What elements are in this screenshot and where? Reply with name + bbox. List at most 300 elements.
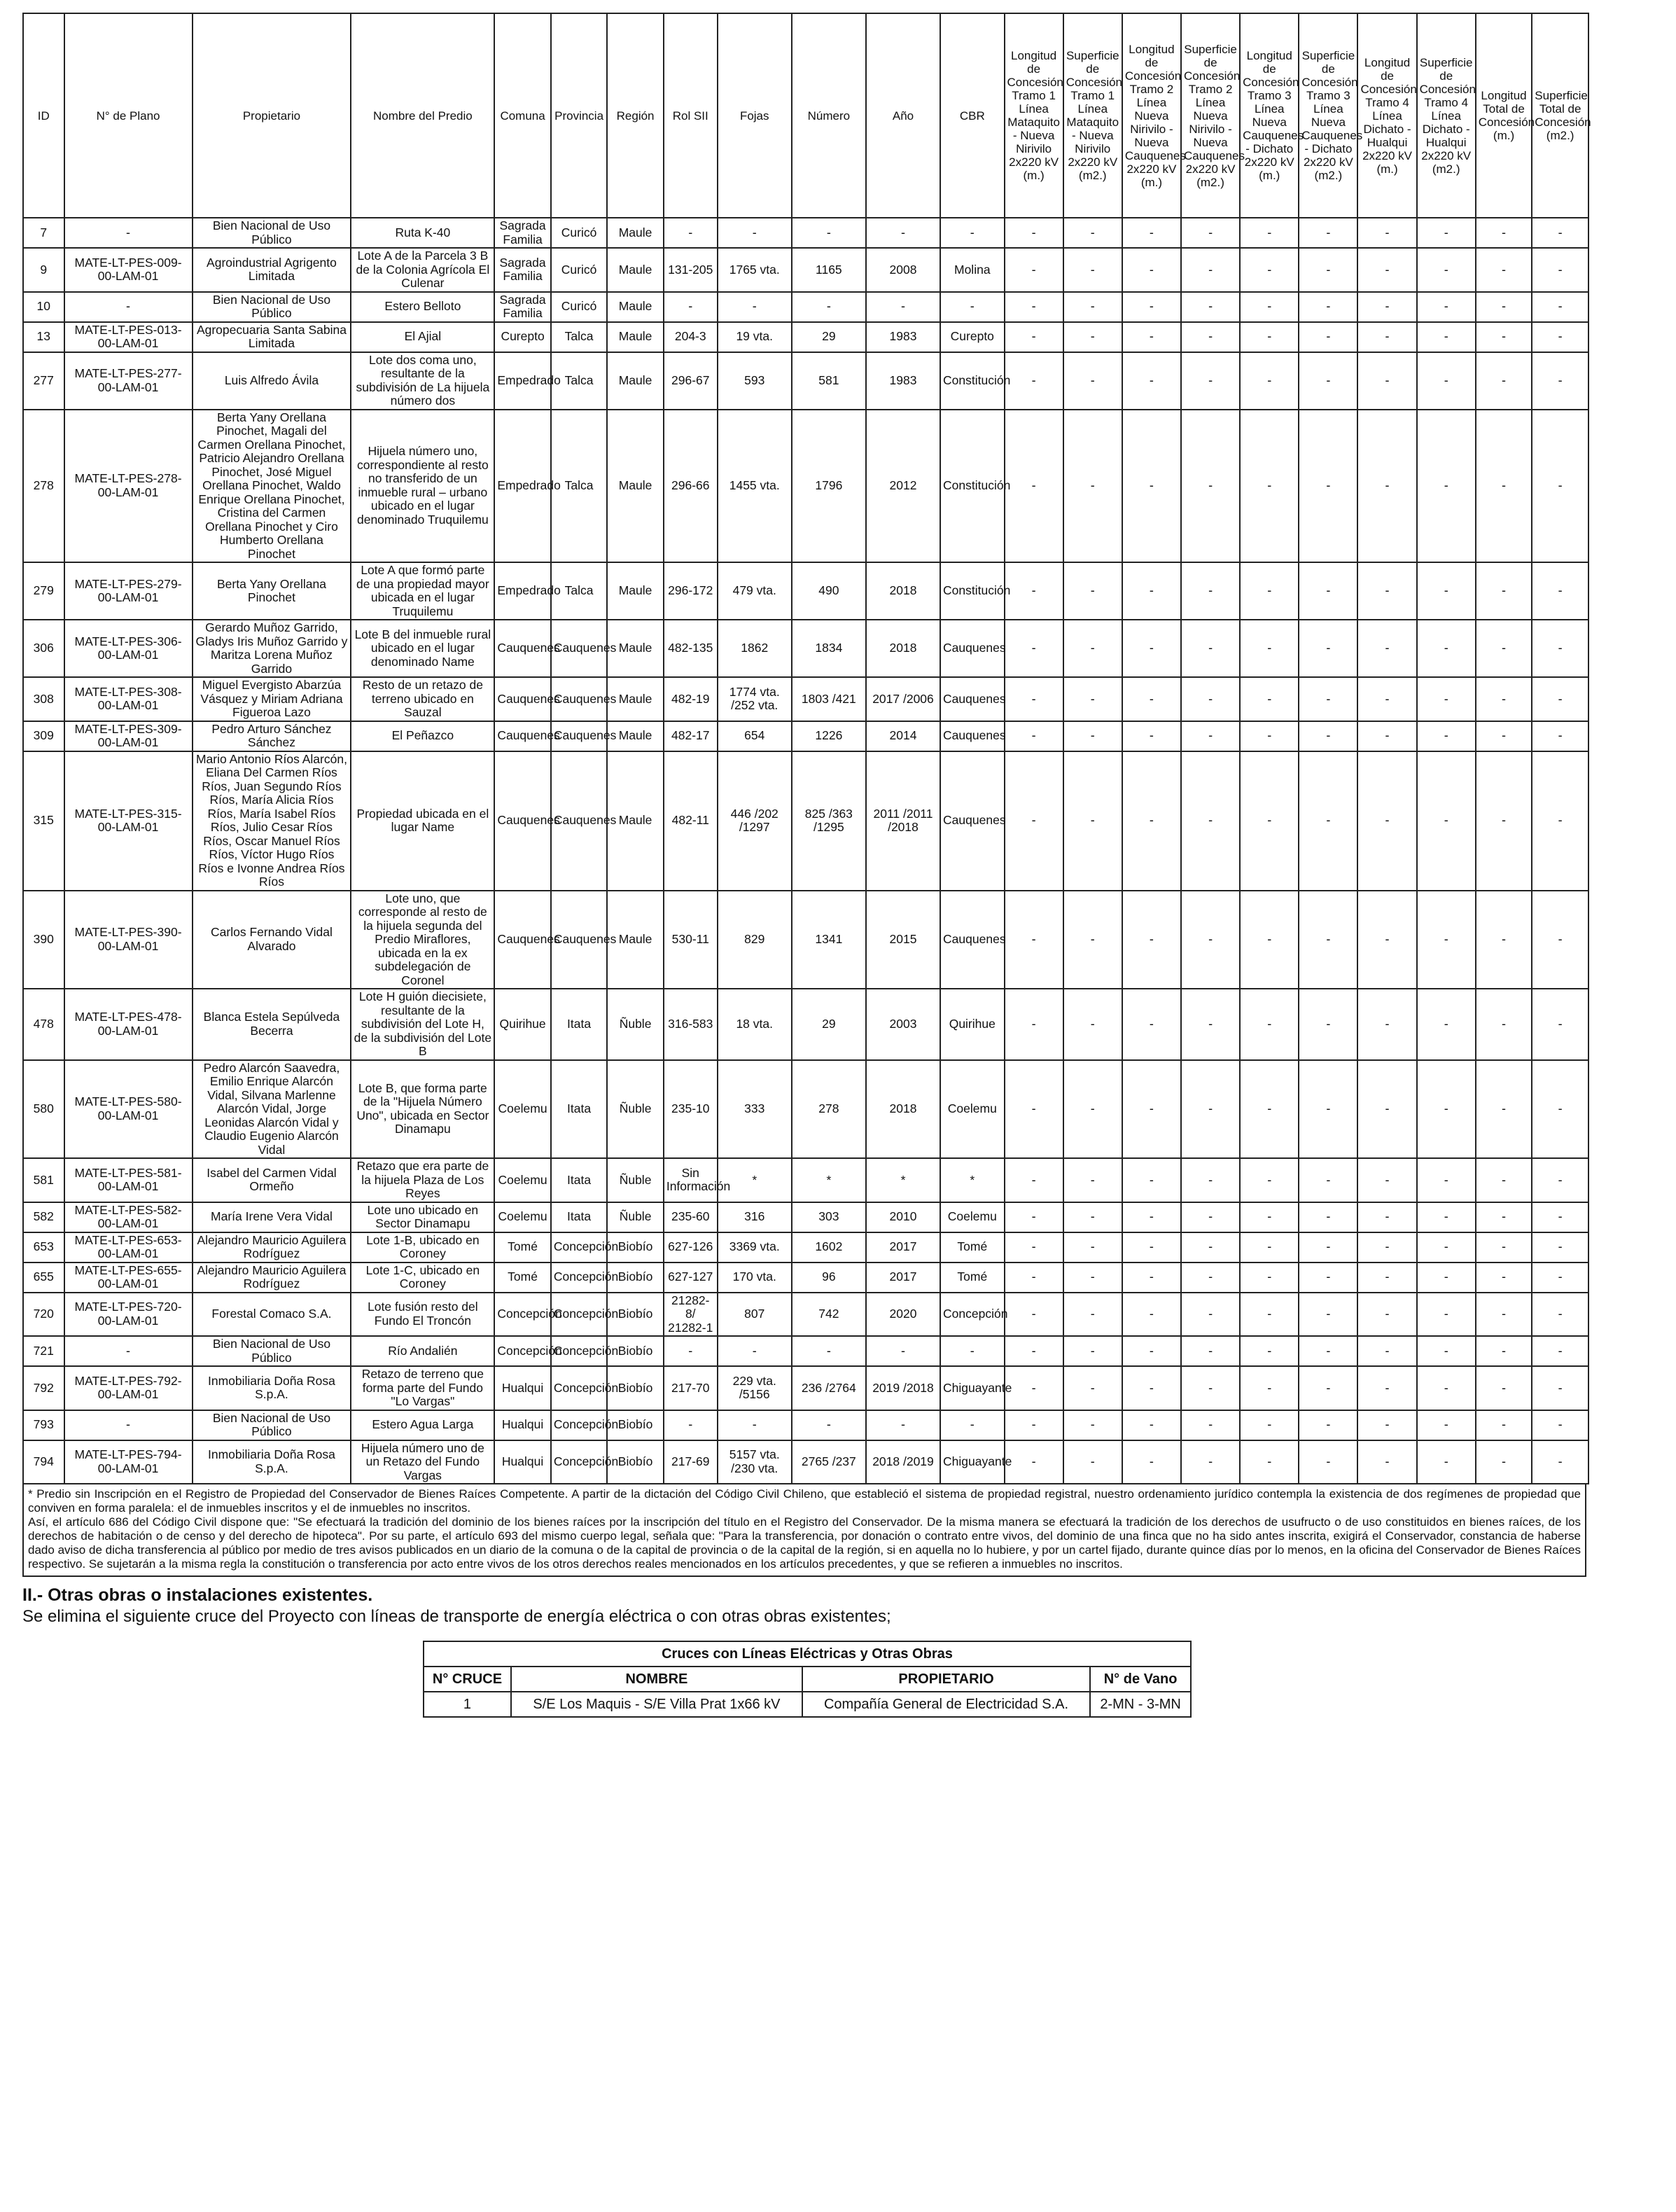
table-cell: 1602 xyxy=(792,1232,866,1262)
table-cell: - xyxy=(64,1410,193,1440)
column-header: Superficie de Concesión Tramo 2 Línea Nueva Nirivilo - Nueva Cauquenes 2x220 kV (m2.) xyxy=(1181,13,1240,218)
table-cell: - xyxy=(718,292,792,322)
table-cell: - xyxy=(64,292,193,322)
table-cell: - xyxy=(1299,1366,1357,1410)
table-cell: - xyxy=(1181,1202,1240,1232)
table-cell: - xyxy=(64,1336,193,1366)
table-cell: Río Andalién xyxy=(351,1336,494,1366)
table-cell: MATE-LT-PES-279-00-LAM-01 xyxy=(64,562,193,620)
table-cell: - xyxy=(1532,1410,1588,1440)
table-cell: - xyxy=(1417,1202,1476,1232)
table-cell: - xyxy=(1122,677,1181,721)
table-cell: - xyxy=(1357,751,1416,891)
table-cell: Maule xyxy=(607,721,664,751)
table-cell: - xyxy=(1181,891,1240,989)
table-cell: - xyxy=(1532,677,1588,721)
table-cell: 29 xyxy=(792,989,866,1060)
table-cell: - xyxy=(1357,1158,1416,1202)
table-cell: - xyxy=(792,218,866,248)
table-cell: - xyxy=(1357,1060,1416,1159)
table-cell: - xyxy=(1181,292,1240,322)
table-cell: - xyxy=(1417,751,1476,891)
table-cell: - xyxy=(1417,1336,1476,1366)
table-row xyxy=(23,218,1588,248)
table-cell: 482-17 xyxy=(664,721,718,751)
table-cell: Empedrado xyxy=(494,410,551,563)
table-row xyxy=(23,891,1588,989)
table-cell: 582 xyxy=(23,1202,64,1232)
table-cell: - xyxy=(1063,721,1122,751)
table-cell: Cauquenes xyxy=(940,721,1004,751)
table-cell: 1341 xyxy=(792,891,866,989)
table-cell: - xyxy=(1299,620,1357,677)
table-cell: Sagrada Familia xyxy=(494,292,551,322)
table-cell: 2018 xyxy=(866,1060,940,1159)
table-cell: Sagrada Familia xyxy=(494,248,551,292)
table-cell: - xyxy=(1532,562,1588,620)
table-cell: - xyxy=(1357,410,1416,563)
table-cell: - xyxy=(1417,1366,1476,1410)
table-row xyxy=(23,1232,1588,1262)
table-cell: Concepción xyxy=(940,1293,1004,1337)
table-cell: 482-135 xyxy=(664,620,718,677)
table-cell: MATE-LT-PES-792-00-LAM-01 xyxy=(64,1366,193,1410)
table-cell: - xyxy=(940,218,1004,248)
table-cell: 2017 xyxy=(866,1262,940,1293)
table-cell: 296-67 xyxy=(664,352,718,410)
table-cell: - xyxy=(1240,1060,1299,1159)
table-cell: - xyxy=(1532,1232,1588,1262)
table-cell: Maule xyxy=(607,620,664,677)
table-cell: MATE-LT-PES-009-00-LAM-01 xyxy=(64,248,193,292)
table-cell: - xyxy=(1240,1158,1299,1202)
table-cell: Biobío xyxy=(607,1366,664,1410)
cruces-row xyxy=(424,1692,1191,1717)
column-header: Superficie Total de Concesión (m2.) xyxy=(1532,13,1588,218)
table-cell: - xyxy=(1476,620,1532,677)
table-cell: - xyxy=(1063,1232,1122,1262)
table-cell: * xyxy=(718,1158,792,1202)
table-cell: Mario Antonio Ríos Alarcón, Eliana Del Carmen Ríos Ríos, Juan Segundo Ríos Ríos, María Alicia Ríos Ríos, María Isabel Ríos Ríos, Julio Cesar Ríos Ríos, Oscar Manuel Ríos Ríos, Víctor Hugo Ríos Ríos e Ivonne Andrea Ríos Ríos xyxy=(193,751,351,891)
footnote-1: * Predio sin Inscripción en el Registro de Propiedad del Conservador de Bienes Raíces Competente. A partir de la dictación del Código Civil Chileno, que estableció el sistema de propiedad registral, nuestro ordenamiento jurídico contempla la existencia de dos regímenes de propiedad que conviven en forma paralela: el de inmuebles inscritos y el de inmuebles no inscritos. xyxy=(28,1487,1581,1515)
table-cell: - xyxy=(1476,352,1532,410)
table-cell: MATE-LT-PES-720-00-LAM-01 xyxy=(64,1293,193,1337)
table-cell: 829 xyxy=(718,891,792,989)
table-cell: 1226 xyxy=(792,721,866,751)
table-cell: - xyxy=(1181,1158,1240,1202)
table-cell: - xyxy=(1063,322,1122,352)
table-cell: Isabel del Carmen Vidal Ormeño xyxy=(193,1158,351,1202)
table-cell: - xyxy=(1005,292,1063,322)
table-cell: - xyxy=(1417,1232,1476,1262)
table-cell: 654 xyxy=(718,721,792,751)
table-cell: - xyxy=(940,292,1004,322)
table-cell: 170 vta. xyxy=(718,1262,792,1293)
table-cell: - xyxy=(1181,1336,1240,1366)
table-cell: Maule xyxy=(607,218,664,248)
table-cell: - xyxy=(1357,1366,1416,1410)
table-cell: María Irene Vera Vidal xyxy=(193,1202,351,1232)
table-cell: 1796 xyxy=(792,410,866,563)
table-cell: - xyxy=(866,218,940,248)
table-cell: - xyxy=(1063,989,1122,1060)
table-cell: Gerardo Muñoz Garrido, Gladys Iris Muñoz Garrido y Maritza Lorena Muñoz Garrido xyxy=(193,620,351,677)
table-cell: - xyxy=(1181,1232,1240,1262)
column-header: Nombre del Predio xyxy=(351,13,494,218)
table-cell: - xyxy=(1417,1158,1476,1202)
table-cell: 482-11 xyxy=(664,751,718,891)
table-cell: - xyxy=(792,292,866,322)
table-cell: - xyxy=(1417,248,1476,292)
table-cell: - xyxy=(1417,322,1476,352)
table-cell: 316-583 xyxy=(664,989,718,1060)
table-cell: Blanca Estela Sepúlveda Becerra xyxy=(193,989,351,1060)
table-cell: 793 xyxy=(23,1410,64,1440)
table-cell: - xyxy=(1299,248,1357,292)
table-cell: - xyxy=(1063,1202,1122,1232)
table-cell: Hualqui xyxy=(494,1440,551,1484)
table-cell: - xyxy=(1532,292,1588,322)
table-cell: MATE-LT-PES-277-00-LAM-01 xyxy=(64,352,193,410)
table-cell: - xyxy=(1005,989,1063,1060)
table-cell: - xyxy=(1063,1366,1122,1410)
table-cell: - xyxy=(1357,1293,1416,1337)
table-cell: - xyxy=(940,1336,1004,1366)
table-cell: - xyxy=(1240,562,1299,620)
table-cell: - xyxy=(1476,1440,1532,1484)
table-cell: MATE-LT-PES-478-00-LAM-01 xyxy=(64,989,193,1060)
table-cell: - xyxy=(1005,1336,1063,1366)
table-cell: 1983 xyxy=(866,322,940,352)
table-cell: Cauquenes xyxy=(551,751,608,891)
table-cell: - xyxy=(1005,218,1063,248)
table-cell: Molina xyxy=(940,248,1004,292)
table-cell: - xyxy=(1063,1336,1122,1366)
table-cell: Carlos Fernando Vidal Alvarado xyxy=(193,891,351,989)
table-cell: - xyxy=(1240,1410,1299,1440)
table-row xyxy=(23,989,1588,1060)
table-cell: - xyxy=(1532,1262,1588,1293)
table-cell: - xyxy=(1532,620,1588,677)
table-cell: - xyxy=(1417,410,1476,563)
table-cell: Lote A que formó parte de una propiedad mayor ubicada en el lugar Truquilemu xyxy=(351,562,494,620)
table-cell: - xyxy=(64,218,193,248)
table-cell: Maule xyxy=(607,562,664,620)
table-cell: - xyxy=(1240,1336,1299,1366)
table-cell: Forestal Comaco S.A. xyxy=(193,1293,351,1337)
table-row xyxy=(23,1366,1588,1410)
table-cell: 581 xyxy=(23,1158,64,1202)
table-cell: MATE-LT-PES-278-00-LAM-01 xyxy=(64,410,193,563)
table-cell: 2003 xyxy=(866,989,940,1060)
table-cell: 315 xyxy=(23,751,64,891)
table-cell: - xyxy=(1357,1336,1416,1366)
table-cell: Concepción xyxy=(551,1262,608,1293)
table-cell: Concepción xyxy=(551,1336,608,1366)
table-cell: - xyxy=(1063,1158,1122,1202)
table-cell: - xyxy=(1240,1232,1299,1262)
table-cell: - xyxy=(1476,1232,1532,1262)
table-cell: 1983 xyxy=(866,352,940,410)
table-cell: Concepción xyxy=(551,1366,608,1410)
cruces-cell: S/E Los Maquis - S/E Villa Prat 1x66 kV xyxy=(511,1692,802,1717)
table-cell: - xyxy=(1181,1060,1240,1159)
table-cell: - xyxy=(1181,1262,1240,1293)
table-cell: - xyxy=(1476,248,1532,292)
table-cell: 235-10 xyxy=(664,1060,718,1159)
table-cell: - xyxy=(1005,1158,1063,1202)
table-cell: - xyxy=(1181,1440,1240,1484)
table-cell: Talca xyxy=(551,322,608,352)
table-cell: 296-66 xyxy=(664,410,718,563)
column-header: Superficie de Concesión Tramo 1 Línea Mataquito - Nueva Nirivilo 2x220 kV (m2.) xyxy=(1063,13,1122,218)
table-cell: 580 xyxy=(23,1060,64,1159)
table-cell: Hualqui xyxy=(494,1366,551,1410)
table-cell: Lote H guión diecisiete, resultante de la subdivisión del Lote H, de la subdivisión del Lote B xyxy=(351,989,494,1060)
table-cell: 1455 vta. xyxy=(718,410,792,563)
table-cell: 2015 xyxy=(866,891,940,989)
table-cell: Constitución xyxy=(940,562,1004,620)
table-cell: - xyxy=(1122,1336,1181,1366)
table-cell: - xyxy=(1476,1060,1532,1159)
table-cell: - xyxy=(1063,891,1122,989)
table-cell: MATE-LT-PES-582-00-LAM-01 xyxy=(64,1202,193,1232)
table-cell: MATE-LT-PES-653-00-LAM-01 xyxy=(64,1232,193,1262)
table-cell: Coelemu xyxy=(494,1202,551,1232)
table-cell: - xyxy=(1532,1293,1588,1337)
table-cell: 593 xyxy=(718,352,792,410)
table-cell: - xyxy=(1181,1293,1240,1337)
table-cell: Lote uno ubicado en Sector Dinamapu xyxy=(351,1202,494,1232)
table-row xyxy=(23,721,1588,751)
cruces-title: Cruces con Líneas Eléctricas y Otras Obras xyxy=(424,1641,1191,1667)
table-cell: Hijuela número uno de un Retazo del Fundo Vargas xyxy=(351,1440,494,1484)
cruces-cell: 1 xyxy=(424,1692,511,1717)
table-cell: Lote B del inmueble rural ubicado en el lugar denominado Name xyxy=(351,620,494,677)
table-cell: Cauquenes xyxy=(494,620,551,677)
table-cell: - xyxy=(1299,322,1357,352)
table-cell: - xyxy=(1005,322,1063,352)
table-cell: - xyxy=(1357,292,1416,322)
table-cell: Tomé xyxy=(494,1232,551,1262)
table-cell: MATE-LT-PES-308-00-LAM-01 xyxy=(64,677,193,721)
table-cell: Maule xyxy=(607,410,664,563)
table-cell: - xyxy=(1240,1366,1299,1410)
table-cell: Cauquenes xyxy=(494,891,551,989)
table-cell: Cauquenes xyxy=(494,751,551,891)
table-cell: - xyxy=(866,292,940,322)
table-cell: - xyxy=(1063,1293,1122,1337)
table-cell: - xyxy=(1417,1410,1476,1440)
table-cell: 1862 xyxy=(718,620,792,677)
table-cell: - xyxy=(664,218,718,248)
table-cell: - xyxy=(1005,1410,1063,1440)
table-cell: - xyxy=(1240,1202,1299,1232)
table-cell: 18 vta. xyxy=(718,989,792,1060)
table-cell: - xyxy=(1005,1440,1063,1484)
table-row xyxy=(23,352,1588,410)
table-cell: Biobío xyxy=(607,1440,664,1484)
table-cell: Maule xyxy=(607,677,664,721)
table-cell: - xyxy=(1063,562,1122,620)
footnote-2: Así, el artículo 686 del Código Civil dispone que: "Se efectuará la tradición del dominio de los bienes raíces por la inscripción del título en el Registro del Conservador. De la misma manera se efectuará la tradición de los derechos de usufructo o de uso constituidos en bienes raíces, de los derechos de habitación o de censo y del derecho de hipoteca". Por su parte, el artículo 693 del mismo cuerpo legal, señala que: "Para la transferencia, por donación o contrato entre vivos, del dominio de una finca que no ha sido antes inscrita, exigirá el Conservador, constancia de haberse dado aviso de dicha transferencia al público por medio de tres avisos publicados en un diario de la comuna o de la capital de provincia o de la capital de la región, si en aquella no lo hubiere, y por un cartel fijado, durante quince días por lo menos, en la oficina del Conservador de Bienes Raíces respectivo. Se sujetarán a la misma regla la constitución o transferencia por acto entre vivos de los otros derechos reales mencionados en los artículos precedentes, y que se refieren a inmuebles no inscritos. xyxy=(28,1515,1581,1571)
table-cell: - xyxy=(1299,1336,1357,1366)
properties-table xyxy=(22,13,1589,1484)
table-cell: - xyxy=(1063,1060,1122,1159)
table-cell: - xyxy=(1005,1060,1063,1159)
table-cell: 96 xyxy=(792,1262,866,1293)
table-cell: 10 xyxy=(23,292,64,322)
table-cell: Itata xyxy=(551,1202,608,1232)
table-cell: - xyxy=(1532,721,1588,751)
table-cell: 792 xyxy=(23,1366,64,1410)
table-cell: 1774 vta. /252 vta. xyxy=(718,677,792,721)
table-cell: Bien Nacional de Uso Público xyxy=(193,218,351,248)
table-cell: - xyxy=(718,218,792,248)
table-cell: 2011 /2011 /2018 xyxy=(866,751,940,891)
table-cell: - xyxy=(1357,677,1416,721)
table-cell: - xyxy=(1299,721,1357,751)
table-cell: El Peñazco xyxy=(351,721,494,751)
table-cell: Biobío xyxy=(607,1336,664,1366)
table-cell: - xyxy=(1063,677,1122,721)
table-cell: Alejandro Mauricio Aguilera Rodríguez xyxy=(193,1262,351,1293)
cruces-cell: 2-MN - 3-MN xyxy=(1090,1692,1191,1717)
table-cell: 825 /363 /1295 xyxy=(792,751,866,891)
table-cell: - xyxy=(1005,751,1063,891)
table-cell: Biobío xyxy=(607,1232,664,1262)
table-cell: - xyxy=(1181,410,1240,563)
table-cell: - xyxy=(1299,1232,1357,1262)
table-cell: - xyxy=(1240,410,1299,563)
table-row xyxy=(23,1158,1588,1202)
table-cell: Quirihue xyxy=(494,989,551,1060)
table-cell: - xyxy=(1181,677,1240,721)
table-cell: - xyxy=(1417,218,1476,248)
table-cell: - xyxy=(1417,292,1476,322)
table-cell: - xyxy=(1122,1202,1181,1232)
table-cell: MATE-LT-PES-306-00-LAM-01 xyxy=(64,620,193,677)
table-cell: 5157 vta. /230 vta. xyxy=(718,1440,792,1484)
table-cell: - xyxy=(1476,677,1532,721)
table-cell: - xyxy=(1181,1410,1240,1440)
table-cell: Hualqui xyxy=(494,1410,551,1440)
table-cell: Retazo de terreno que forma parte del Fundo "Lo Vargas" xyxy=(351,1366,494,1410)
table-cell: Berta Yany Orellana Pinochet, Magali del Carmen Orellana Pinochet, Patricio Alejandro Orellana Pinochet, José Miguel Orellana Pinochet, Waldo Enrique Orellana Pinochet, Cristina del Carmen Orellana Pinochet y Ciro Humberto Orellana Pinochet xyxy=(193,410,351,563)
table-cell: Constitución xyxy=(940,410,1004,563)
table-cell: El Ajial xyxy=(351,322,494,352)
table-cell: 655 xyxy=(23,1262,64,1293)
table-cell: Cauquenes xyxy=(494,721,551,751)
table-cell: - xyxy=(1122,1440,1181,1484)
table-cell: - xyxy=(718,1410,792,1440)
table-cell: 309 xyxy=(23,721,64,751)
table-cell: 13 xyxy=(23,322,64,352)
table-cell: Biobío xyxy=(607,1262,664,1293)
table-cell: 479 vta. xyxy=(718,562,792,620)
table-cell: - xyxy=(1299,352,1357,410)
table-cell: - xyxy=(1240,1262,1299,1293)
table-cell: Agroindustrial Agrigento Limitada xyxy=(193,248,351,292)
table-cell: - xyxy=(1476,721,1532,751)
table-cell: 2012 xyxy=(866,410,940,563)
table-cell: - xyxy=(1299,1158,1357,1202)
cruces-column-header: N° CRUCE xyxy=(424,1667,511,1692)
table-row xyxy=(23,620,1588,677)
table-cell: - xyxy=(1532,1060,1588,1159)
table-cell: 2020 xyxy=(866,1293,940,1337)
cruces-table xyxy=(423,1641,1192,1718)
table-cell: - xyxy=(1240,1293,1299,1337)
table-cell: - xyxy=(1063,218,1122,248)
table-cell: Cauquenes xyxy=(940,751,1004,891)
table-cell: - xyxy=(1357,1202,1416,1232)
table-row xyxy=(23,751,1588,891)
table-cell: - xyxy=(1122,1262,1181,1293)
table-cell: - xyxy=(1005,1366,1063,1410)
table-cell: - xyxy=(1299,218,1357,248)
table-cell: MATE-LT-PES-655-00-LAM-01 xyxy=(64,1262,193,1293)
section-title: II.- Otras obras o instalaciones existentes. xyxy=(22,1585,373,1605)
table-cell: 29 xyxy=(792,322,866,352)
table-cell: - xyxy=(1122,562,1181,620)
table-cell: 446 /202 /1297 xyxy=(718,751,792,891)
table-cell: Alejandro Mauricio Aguilera Rodríguez xyxy=(193,1232,351,1262)
table-cell: 627-126 xyxy=(664,1232,718,1262)
table-cell: - xyxy=(1240,1440,1299,1484)
table-cell: Agropecuaria Santa Sabina Limitada xyxy=(193,322,351,352)
table-cell: Sagrada Familia xyxy=(494,218,551,248)
table-cell: Cauquenes xyxy=(551,677,608,721)
table-cell: Constitución xyxy=(940,352,1004,410)
table-cell: - xyxy=(1417,721,1476,751)
table-cell: Tomé xyxy=(494,1262,551,1293)
column-header: Fojas xyxy=(718,13,792,218)
table-cell: MATE-LT-PES-580-00-LAM-01 xyxy=(64,1060,193,1159)
table-cell: - xyxy=(1299,989,1357,1060)
table-cell: - xyxy=(1417,1293,1476,1337)
table-cell: - xyxy=(1063,1410,1122,1440)
table-cell: - xyxy=(1417,1262,1476,1293)
table-cell: - xyxy=(1005,1293,1063,1337)
table-cell: - xyxy=(866,1336,940,1366)
table-cell: - xyxy=(1357,322,1416,352)
table-cell: - xyxy=(1122,218,1181,248)
table-cell: Quirihue xyxy=(940,989,1004,1060)
cruces-column-header: PROPIETARIO xyxy=(802,1667,1090,1692)
table-cell: - xyxy=(1181,751,1240,891)
table-row xyxy=(23,1336,1588,1366)
column-header: Longitud de Concesión Tramo 2 Línea Nueva Nirivilo - Nueva Cauquenes 2x220 kV (m.) xyxy=(1122,13,1181,218)
table-cell: - xyxy=(1122,891,1181,989)
table-cell: - xyxy=(1299,410,1357,563)
footnote-box xyxy=(22,1484,1586,1577)
table-cell: - xyxy=(1181,562,1240,620)
table-cell: 217-70 xyxy=(664,1366,718,1410)
table-cell: * xyxy=(792,1158,866,1202)
table-cell: Pedro Arturo Sánchez Sánchez xyxy=(193,721,351,751)
table-cell: - xyxy=(1417,562,1476,620)
table-cell: Curicó xyxy=(551,292,608,322)
table-row xyxy=(23,292,1588,322)
table-cell: - xyxy=(1532,218,1588,248)
table-cell: - xyxy=(1476,1410,1532,1440)
table-cell: 21282-8/ 21282-1 xyxy=(664,1293,718,1337)
table-row xyxy=(23,410,1588,563)
table-cell: Talca xyxy=(551,562,608,620)
table-cell: Propiedad ubicada en el lugar Name xyxy=(351,751,494,891)
table-cell: Maule xyxy=(607,248,664,292)
